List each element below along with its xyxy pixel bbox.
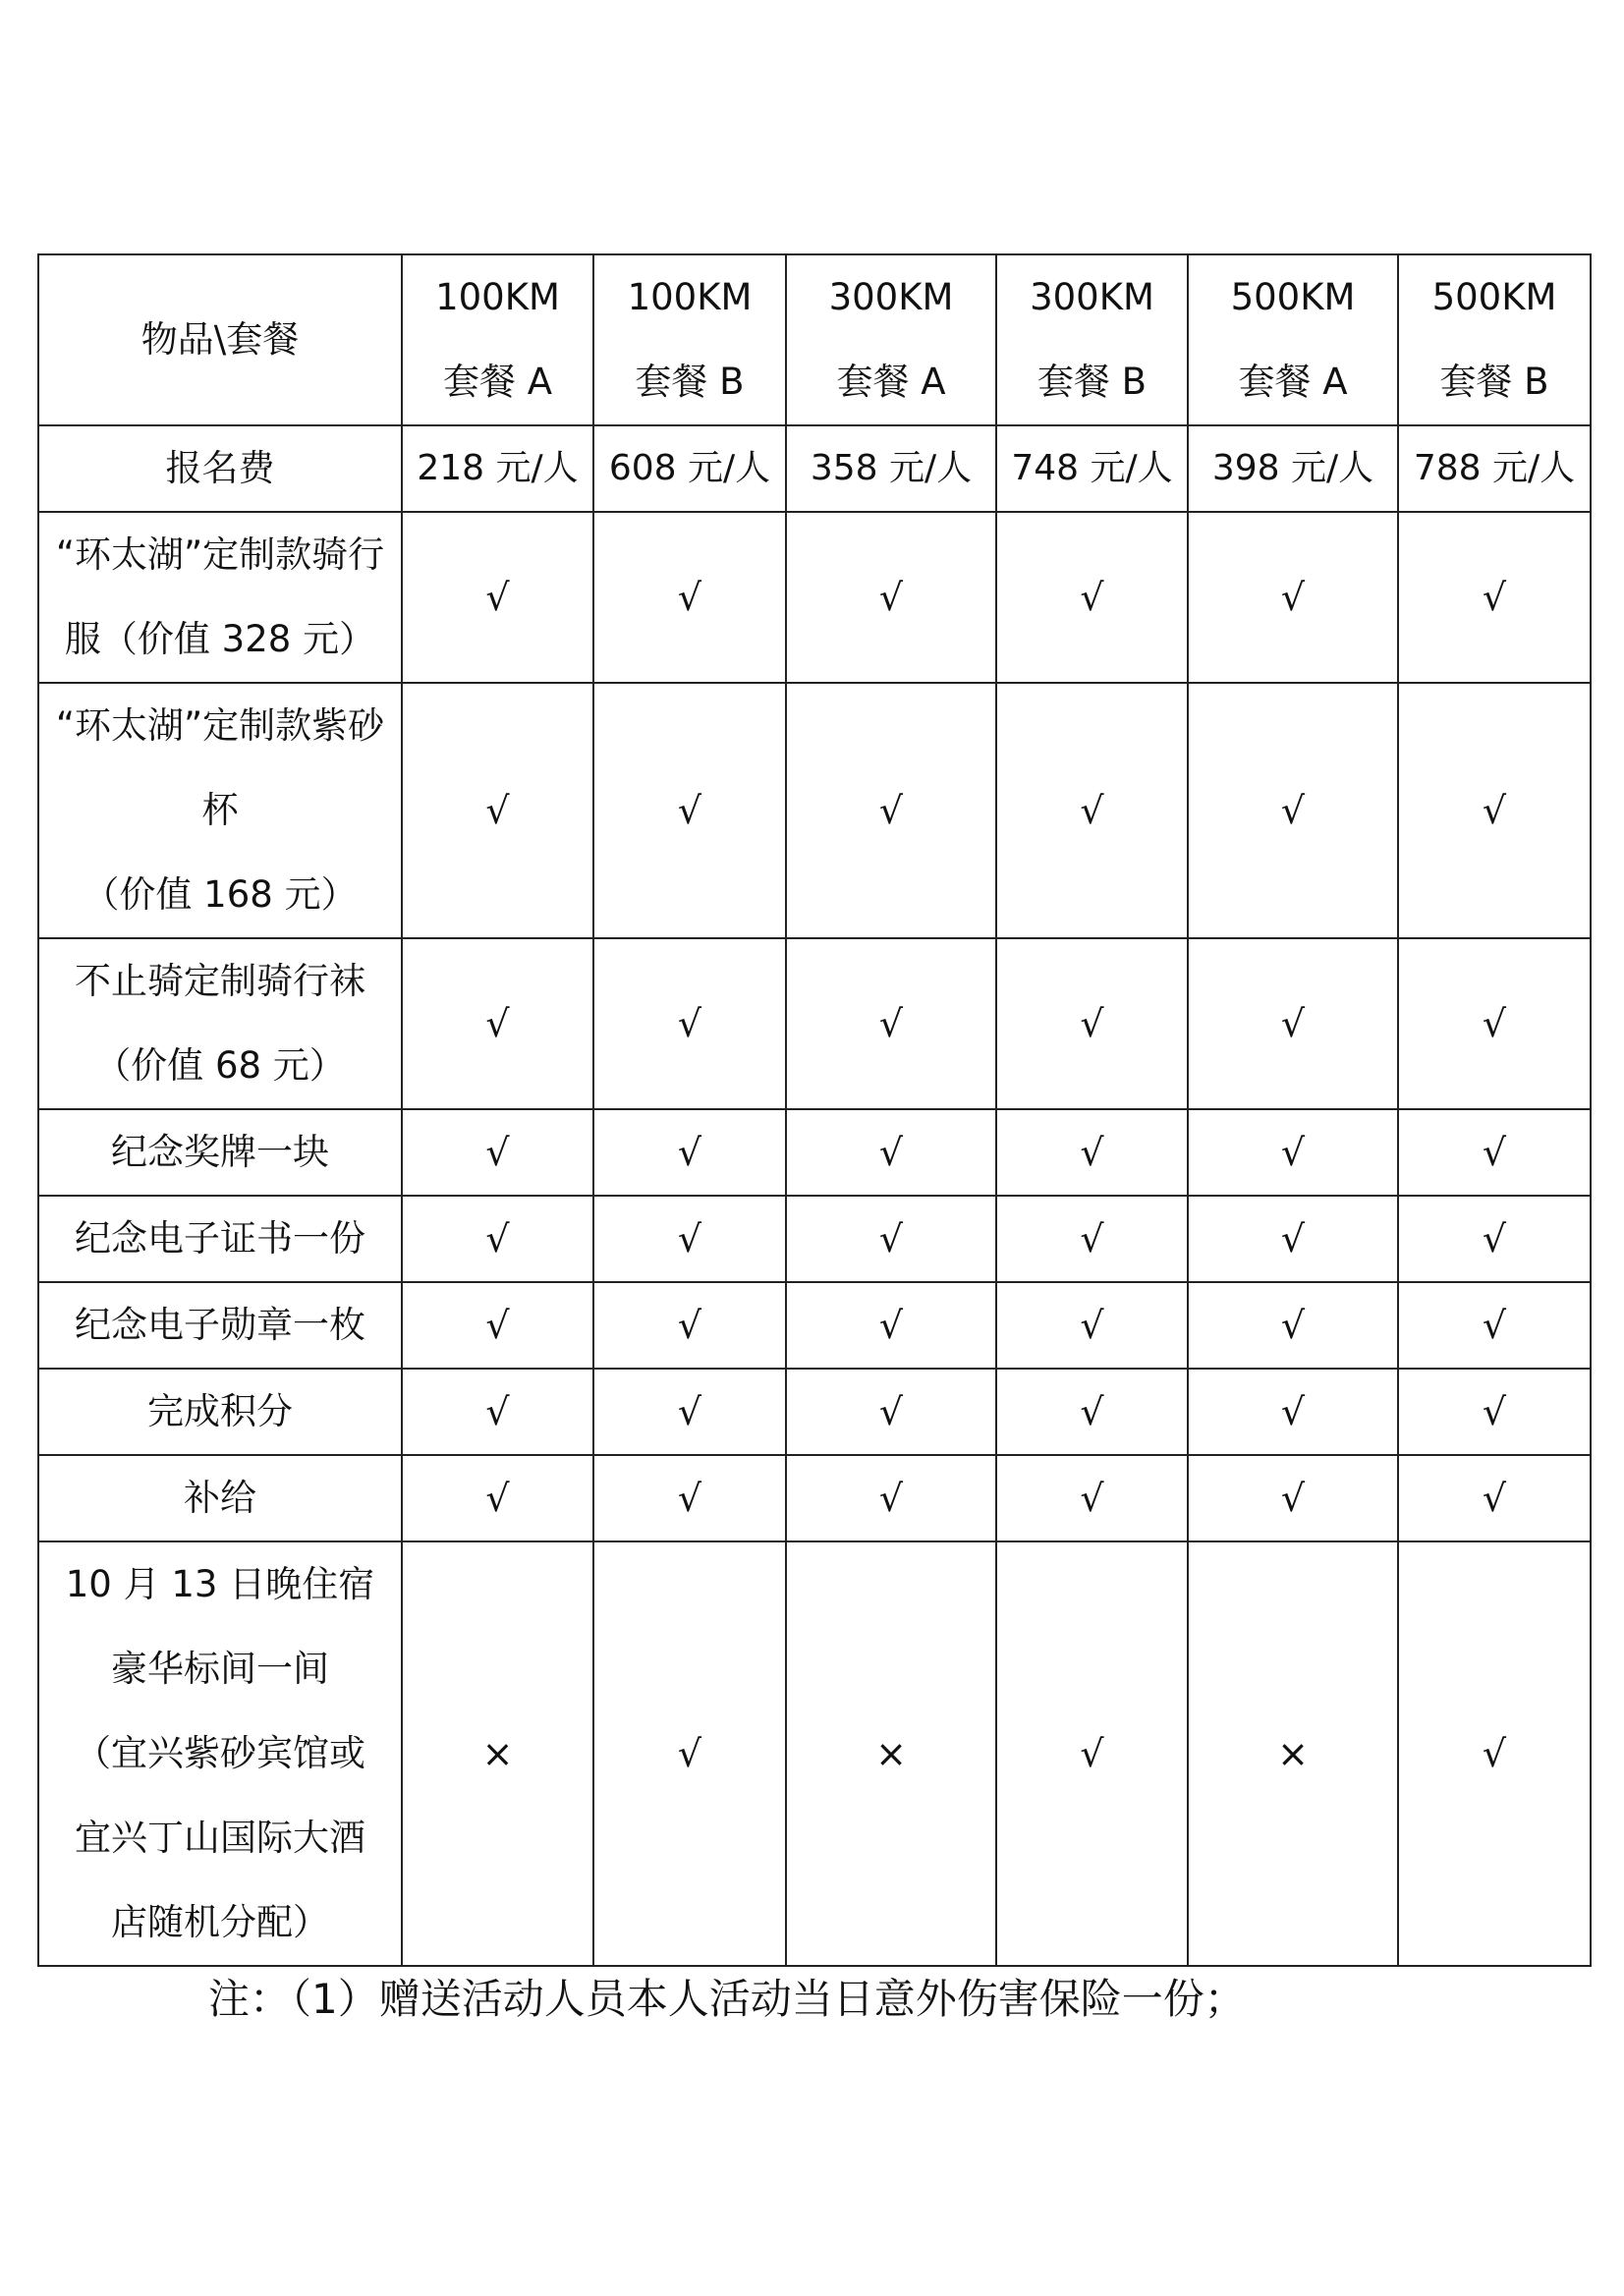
check-mark: √ xyxy=(677,576,702,619)
fee-value: 608 元/人 xyxy=(608,448,771,488)
inclusion-cell xyxy=(996,1455,1188,1541)
item-name-line: 纪念奖牌一块 xyxy=(111,1131,329,1173)
check-mark: √ xyxy=(1482,576,1507,619)
package-header-cell xyxy=(786,254,996,425)
item-row xyxy=(38,683,1591,938)
package-header-cell xyxy=(996,254,1188,425)
check-mark: √ xyxy=(677,1002,702,1045)
package-distance: 500KM xyxy=(1431,276,1557,318)
check-mark: √ xyxy=(1280,1477,1306,1520)
inclusion-cell xyxy=(1398,1282,1591,1369)
inclusion-cell xyxy=(996,1541,1188,1966)
inclusion-cell xyxy=(1188,1541,1398,1966)
check-mark: √ xyxy=(1080,1390,1104,1433)
check-mark: √ xyxy=(1280,1390,1306,1433)
inclusion-cell xyxy=(402,938,593,1109)
check-mark: √ xyxy=(485,1477,510,1520)
item-name-line: 店随机分配） xyxy=(111,1901,329,1943)
fee-value: 398 元/人 xyxy=(1211,448,1374,488)
package-header-cell xyxy=(1398,254,1591,425)
item-name-line: 杯 xyxy=(201,789,239,831)
fee-cell xyxy=(1188,425,1398,512)
inclusion-cell xyxy=(402,683,593,938)
check-mark: √ xyxy=(1482,1217,1507,1260)
package-header-cell xyxy=(1188,254,1398,425)
item-name-line: 纪念电子勋章一枚 xyxy=(75,1304,365,1346)
inclusion-cell xyxy=(1188,1109,1398,1196)
fee-value: 748 元/人 xyxy=(1011,448,1173,488)
item-name-line: “环太湖”定制款骑行 xyxy=(55,533,385,576)
fee-value: 218 元/人 xyxy=(417,448,579,488)
inclusion-cell xyxy=(786,938,996,1109)
check-mark: √ xyxy=(878,1477,904,1520)
check-mark: √ xyxy=(878,576,904,619)
check-mark: √ xyxy=(878,1131,904,1174)
check-mark: √ xyxy=(1482,1304,1507,1347)
package-distance: 100KM xyxy=(435,276,560,318)
package-comparison-table xyxy=(37,253,1592,1967)
package-name: 套餐 A xyxy=(1238,361,1348,403)
inclusion-cell xyxy=(402,1282,593,1369)
fee-cell xyxy=(1398,425,1591,512)
item-row xyxy=(38,1282,1591,1369)
item-row xyxy=(38,938,1591,1109)
inclusion-cell xyxy=(996,512,1188,683)
inclusion-cell xyxy=(593,512,786,683)
check-mark: √ xyxy=(1280,1217,1306,1260)
inclusion-cell xyxy=(1188,1369,1398,1455)
check-mark: √ xyxy=(1280,576,1306,619)
check-mark: √ xyxy=(878,1217,904,1260)
check-mark: √ xyxy=(1482,789,1507,832)
check-mark: √ xyxy=(677,1131,702,1174)
item-name-line: （价值 168 元） xyxy=(83,873,358,916)
inclusion-cell xyxy=(593,1369,786,1455)
item-name-line: 完成积分 xyxy=(147,1390,293,1432)
item-name-line: 10 月 13 日晚住宿 xyxy=(65,1563,375,1605)
footnote: 注：（1）赠送活动人员本人活动当日意外伤害保险一份； xyxy=(208,1975,1246,2023)
check-mark: √ xyxy=(1080,1304,1104,1347)
check-mark: √ xyxy=(677,1732,702,1775)
inclusion-cell xyxy=(402,1109,593,1196)
item-name-line: （价值 68 元） xyxy=(94,1044,346,1087)
inclusion-cell xyxy=(402,1455,593,1541)
fee-cell xyxy=(996,425,1188,512)
inclusion-cell xyxy=(593,938,786,1109)
package-distance: 300KM xyxy=(828,276,954,318)
check-mark: √ xyxy=(677,1304,702,1347)
inclusion-cell xyxy=(402,1541,593,1966)
cross-mark: × xyxy=(481,1732,514,1775)
fee-value: 358 元/人 xyxy=(810,448,973,488)
item-name-line: 宜兴丁山国际大酒 xyxy=(75,1817,365,1859)
fee-label: 报名费 xyxy=(165,447,275,489)
check-mark: √ xyxy=(677,1390,702,1433)
inclusion-cell xyxy=(1188,1282,1398,1369)
item-name-line: （宜兴紫砂宾馆或 xyxy=(75,1732,365,1774)
fee-cell xyxy=(593,425,786,512)
item-name-line: 豪华标间一间 xyxy=(111,1648,329,1690)
check-mark: √ xyxy=(677,1477,702,1520)
item-name-cell xyxy=(38,1109,402,1196)
check-mark: √ xyxy=(878,1304,904,1347)
inclusion-cell xyxy=(1398,1541,1591,1966)
inclusion-cell xyxy=(593,1196,786,1282)
item-name-cell xyxy=(38,938,402,1109)
package-header-cell xyxy=(402,254,593,425)
item-name-cell xyxy=(38,1282,402,1369)
check-mark: √ xyxy=(1280,1131,1306,1174)
inclusion-cell xyxy=(1398,1196,1591,1282)
check-mark: √ xyxy=(485,576,510,619)
inclusion-cell xyxy=(786,1541,996,1966)
header-row xyxy=(38,254,1591,425)
inclusion-cell xyxy=(1188,1196,1398,1282)
inclusion-cell xyxy=(786,512,996,683)
item-row xyxy=(38,1541,1591,1966)
check-mark: √ xyxy=(1280,1002,1306,1045)
inclusion-cell xyxy=(1398,1109,1591,1196)
item-name-cell xyxy=(38,683,402,938)
package-name: 套餐 A xyxy=(442,361,553,403)
inclusion-cell xyxy=(1188,512,1398,683)
check-mark: √ xyxy=(878,1002,904,1045)
inclusion-cell xyxy=(1398,683,1591,938)
package-name: 套餐 B xyxy=(635,361,745,403)
check-mark: √ xyxy=(485,1131,510,1174)
package-name: 套餐 A xyxy=(836,361,946,403)
check-mark: √ xyxy=(485,1002,510,1045)
check-mark: √ xyxy=(1080,789,1104,832)
inclusion-cell xyxy=(1398,938,1591,1109)
item-name-line: 不止骑定制骑行袜 xyxy=(75,960,365,1002)
item-name-cell xyxy=(38,1541,402,1966)
check-mark: √ xyxy=(677,789,702,832)
inclusion-cell xyxy=(593,1541,786,1966)
check-mark: √ xyxy=(878,1390,904,1433)
item-name-line: “环太湖”定制款紫砂 xyxy=(55,704,385,747)
check-mark: √ xyxy=(485,1390,510,1433)
inclusion-cell xyxy=(402,1196,593,1282)
inclusion-cell xyxy=(1398,1455,1591,1541)
check-mark: √ xyxy=(1080,576,1104,619)
inclusion-cell xyxy=(1188,683,1398,938)
check-mark: √ xyxy=(1482,1131,1507,1174)
check-mark: √ xyxy=(485,1217,510,1260)
check-mark: √ xyxy=(485,1304,510,1347)
inclusion-cell xyxy=(1188,1455,1398,1541)
check-mark: √ xyxy=(1482,1477,1507,1520)
package-name: 套餐 B xyxy=(1036,361,1148,403)
inclusion-cell xyxy=(1398,1369,1591,1455)
item-row xyxy=(38,512,1591,683)
fee-row xyxy=(38,425,1591,512)
package-header-cell xyxy=(593,254,786,425)
item-name-line: 补给 xyxy=(184,1477,256,1519)
item-name-cell xyxy=(38,1196,402,1282)
item-row xyxy=(38,1455,1591,1541)
cross-mark: × xyxy=(1277,1732,1309,1775)
inclusion-cell xyxy=(1398,512,1591,683)
inclusion-cell xyxy=(402,512,593,683)
item-name-cell xyxy=(38,512,402,683)
check-mark: √ xyxy=(1482,1732,1507,1775)
fee-cell xyxy=(402,425,593,512)
inclusion-cell xyxy=(996,1109,1188,1196)
item-name-line: 服（价值 328 元） xyxy=(64,618,376,660)
check-mark: √ xyxy=(677,1217,702,1260)
package-distance: 500KM xyxy=(1230,276,1356,318)
check-mark: √ xyxy=(1080,1131,1104,1174)
check-mark: √ xyxy=(1280,789,1306,832)
inclusion-cell xyxy=(593,1109,786,1196)
inclusion-cell xyxy=(786,1369,996,1455)
cross-mark: × xyxy=(875,1732,907,1775)
package-name: 套餐 B xyxy=(1439,361,1549,403)
inclusion-cell xyxy=(996,683,1188,938)
fee-label-cell xyxy=(38,425,402,512)
item-name-cell xyxy=(38,1455,402,1541)
item-row xyxy=(38,1369,1591,1455)
corner-label: 物品\套餐 xyxy=(140,318,300,361)
fee-value: 788 元/人 xyxy=(1413,448,1576,488)
inclusion-cell xyxy=(996,938,1188,1109)
inclusion-cell xyxy=(593,1455,786,1541)
inclusion-cell xyxy=(996,1282,1188,1369)
inclusion-cell xyxy=(786,1282,996,1369)
inclusion-cell xyxy=(786,1109,996,1196)
check-mark: √ xyxy=(1482,1002,1507,1045)
check-mark: √ xyxy=(485,789,510,832)
inclusion-cell xyxy=(786,1455,996,1541)
inclusion-cell xyxy=(1188,938,1398,1109)
inclusion-cell xyxy=(996,1369,1188,1455)
check-mark: √ xyxy=(1080,1732,1104,1775)
check-mark: √ xyxy=(1080,1477,1104,1520)
check-mark: √ xyxy=(1482,1390,1507,1433)
check-mark: √ xyxy=(1080,1217,1104,1260)
corner-header-cell xyxy=(38,254,402,425)
item-name-line: 纪念电子证书一份 xyxy=(75,1217,365,1260)
inclusion-cell xyxy=(593,683,786,938)
item-row xyxy=(38,1196,1591,1282)
inclusion-cell xyxy=(402,1369,593,1455)
package-distance: 300KM xyxy=(1030,276,1154,318)
check-mark: √ xyxy=(1080,1002,1104,1045)
check-mark: √ xyxy=(878,789,904,832)
inclusion-cell xyxy=(593,1282,786,1369)
package-distance: 100KM xyxy=(627,276,753,318)
item-row xyxy=(38,1109,1591,1196)
item-name-cell xyxy=(38,1369,402,1455)
inclusion-cell xyxy=(786,1196,996,1282)
check-mark: √ xyxy=(1280,1304,1306,1347)
inclusion-cell xyxy=(996,1196,1188,1282)
table-body xyxy=(38,254,1591,1966)
fee-cell xyxy=(786,425,996,512)
inclusion-cell xyxy=(786,683,996,938)
